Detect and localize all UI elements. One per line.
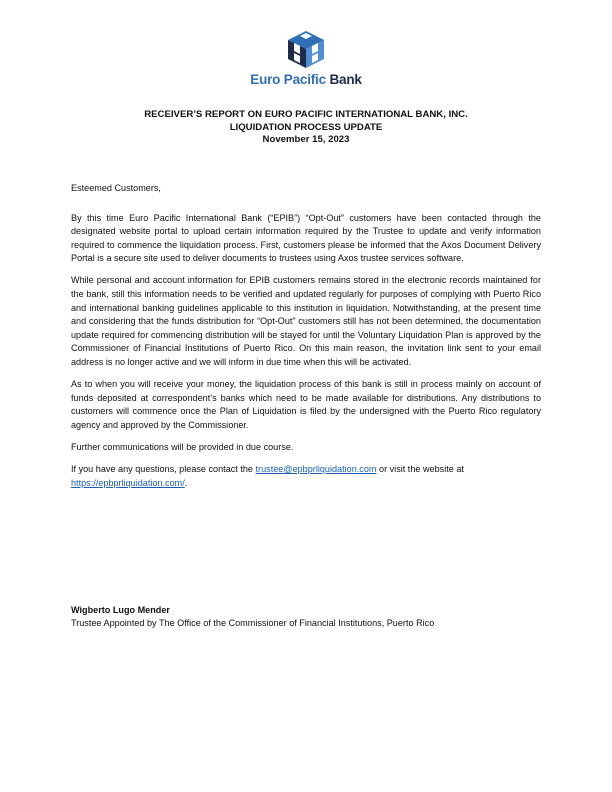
letter-body — [71, 182, 541, 499]
bank-logo — [0, 30, 612, 87]
brand-name-part2: Bank — [329, 72, 362, 87]
paragraph-3: As to when you will receive your money, the liquidation process of this bank is still in process mainly on account of funds deposited at correspondent’s banks which need to be made available for distributions. Any distributions to customers will commence once the Plan of Liquidation is filed by the undersigned with the Puerto Rico regulatory agency and approved by the Commissioner. — [71, 379, 541, 430]
signature-block — [71, 604, 541, 631]
paragraph-2: While personal and account information for EPIB customers remains stored in the electronic records maintained for the bank, still this information needs to be verified and updated regularly for purposes of complying with Puerto Rico and international banking guidelines applicable to this institution in liquidation. Notwithstanding, at the present time and considering that the funds distribution for “Opt-Out” customers still has not been determined, the documentation update required for commencing distribution will be stayed for until the Voluntary Liquidation Plan is approved by the Commissioner of Financial Institutions of Puerto Rico. On this main reason, the invitation link sent to your email address is no longer active and we will inform in due time when this will be activated. — [71, 275, 541, 368]
contact-middle: or visit the website at — [376, 464, 464, 475]
euro-pacific-bank-logo-icon — [286, 30, 326, 70]
heading-title: RECEIVER’S REPORT ON EURO PACIFIC INTERNATIONAL BANK, INC. — [144, 109, 468, 120]
contact-suffix: . — [184, 477, 188, 488]
salutation: Esteemed Customers, — [71, 183, 161, 193]
trustee-email-link[interactable]: trustee@epbprliquidation.com — [255, 464, 377, 475]
liquidation-website-link[interactable]: https://epbprliquidation.com/ — [71, 477, 185, 488]
contact-paragraph — [71, 463, 541, 490]
contact-prefix: If you have any questions, please contact the — [71, 464, 256, 475]
signatory-name: Wigberto Lugo Mender — [71, 605, 170, 615]
brand-name-part1: Euro Pacific — [250, 72, 326, 87]
bank-brand-name — [0, 72, 612, 87]
heading-subtitle: LIQUIDATION PROCESS UPDATE — [229, 121, 383, 133]
report-heading — [0, 109, 612, 147]
paragraph-4: Further communications will be provided in due course. — [71, 442, 294, 452]
paragraph-1: By this time Euro Pacific International Bank (“EPIB”) “Opt-Out” customers have been contacted through the designated website portal to upload certain information required by the Trustee to update and verify information required to commence the liquidation process. First, customers please be informed that the Axos Document Delivery Portal is a secure site used to deliver documents to trustees using Axos trustee services software. — [71, 212, 541, 264]
signatory-title: Trustee Appointed by The Office of the Commissioner of Financial Institutions, Puerto Rico — [71, 618, 435, 629]
heading-date: November 15, 2023 — [262, 134, 350, 145]
